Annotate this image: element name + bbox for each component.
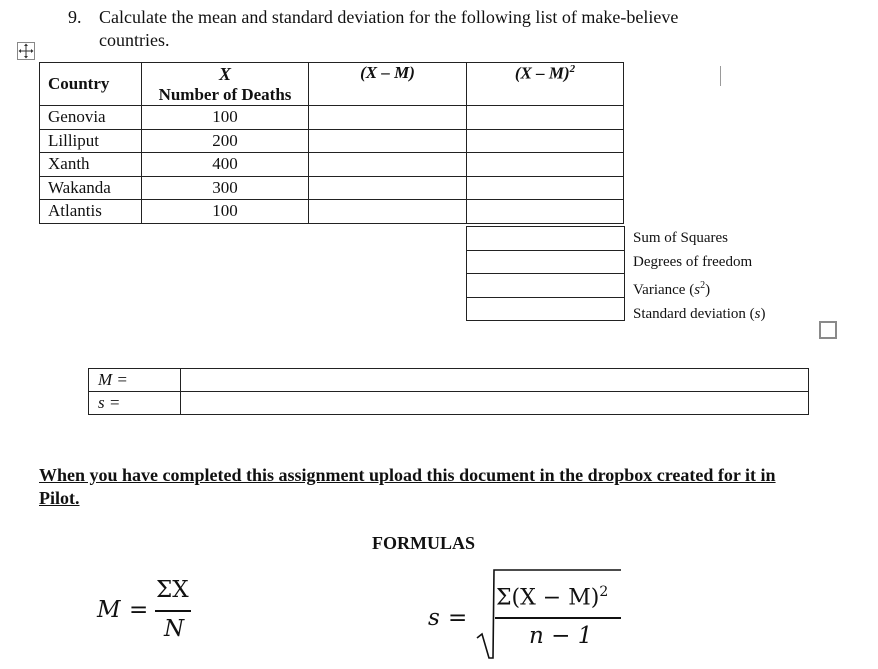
deviation-cell[interactable] (309, 200, 467, 224)
mean-fraction-bar (155, 610, 191, 612)
degrees-of-freedom-cell[interactable] (467, 250, 625, 274)
header-x (142, 63, 309, 106)
squared-cell[interactable] (467, 106, 624, 130)
deviation-cell[interactable] (309, 106, 467, 130)
header-country: Country (40, 63, 142, 106)
header-squared-deviation (467, 63, 624, 106)
answer-table (88, 368, 809, 415)
mean-formula-lhs: M (97, 597, 121, 623)
s-formula-numerator (496, 584, 608, 611)
variance-label-text: Variance ( (633, 282, 695, 298)
variance-exp: 2 (700, 280, 706, 291)
std-label-text: Standard deviation ( (633, 306, 755, 322)
header-squared-base: (X – M) (514, 63, 570, 83)
s-formula-numerator-text: Σ(X − M) (496, 585, 600, 611)
standard-deviation-label (633, 302, 765, 326)
deviation-cell[interactable] (309, 153, 467, 177)
table-row (40, 106, 624, 130)
s-fraction-bar (495, 617, 621, 619)
deaths-cell: 400 (142, 153, 309, 177)
text-cursor (720, 66, 721, 86)
summary-table (466, 226, 625, 321)
degrees-of-freedom-label: Degrees of freedom (633, 254, 753, 270)
s-formula-denominator: n − 1 (529, 623, 593, 649)
deviation-cell[interactable] (309, 176, 467, 200)
data-table (39, 62, 624, 224)
header-x-symbol: X (218, 63, 231, 84)
squared-cell[interactable] (467, 176, 624, 200)
squared-cell[interactable] (467, 153, 624, 177)
std-symbol: s (754, 306, 761, 322)
upload-instruction: When you have completed this assignment upload this document in the dropbox created for it in Pilot. (39, 465, 776, 508)
checkbox[interactable] (819, 321, 837, 339)
header-deviation: (X – M) (309, 63, 467, 106)
squared-cell[interactable] (467, 200, 624, 224)
table-row (40, 200, 624, 224)
std-answer-label: s = (89, 392, 181, 415)
table-row (40, 153, 624, 177)
s-formula-lhs: s (428, 605, 440, 631)
header-x-label: Number of Deaths (158, 84, 292, 104)
country-cell: Lilliput (40, 129, 142, 153)
s-formula-numerator-exp: 2 (599, 584, 609, 600)
table-header-row (40, 63, 624, 106)
country-cell: Genovia (40, 106, 142, 130)
variance-close: ) (705, 282, 711, 298)
header-squared-exp: 2 (569, 63, 576, 75)
question-number: 9. (68, 7, 82, 27)
country-cell: Xanth (40, 153, 142, 177)
squared-cell[interactable] (467, 129, 624, 153)
deaths-cell: 100 (142, 106, 309, 130)
mean-formula-equals: = (129, 597, 149, 623)
mean-formula-denominator: N (164, 616, 185, 642)
mean-answer-label: M = (89, 369, 181, 392)
deaths-cell: 300 (142, 176, 309, 200)
std-answer-field[interactable] (181, 392, 809, 415)
sum-of-squares-cell[interactable] (467, 227, 625, 251)
deviation-cell[interactable] (309, 129, 467, 153)
s-formula-equals: = (448, 605, 468, 631)
question-line-1: Calculate the mean and standard deviation for the following list of make-believe (99, 7, 679, 27)
std-close: ) (760, 306, 766, 322)
variance-symbol: s (694, 282, 701, 298)
summary-labels (633, 226, 765, 326)
deaths-cell: 200 (142, 129, 309, 153)
standard-deviation-cell[interactable] (467, 297, 625, 321)
variance-label (633, 274, 765, 302)
formulas-title: FORMULAS (372, 533, 475, 553)
table-row (40, 129, 624, 153)
sum-of-squares-label: Sum of Squares (633, 230, 728, 246)
variance-cell[interactable] (467, 274, 625, 298)
question-line-2: countries. (99, 30, 170, 50)
country-cell: Atlantis (40, 200, 142, 224)
deaths-cell: 100 (142, 200, 309, 224)
table-move-handle-icon[interactable] (17, 42, 35, 60)
mean-answer-field[interactable] (181, 369, 809, 392)
table-row (40, 176, 624, 200)
country-cell: Wakanda (40, 176, 142, 200)
mean-formula-numerator: ΣX (156, 577, 189, 603)
